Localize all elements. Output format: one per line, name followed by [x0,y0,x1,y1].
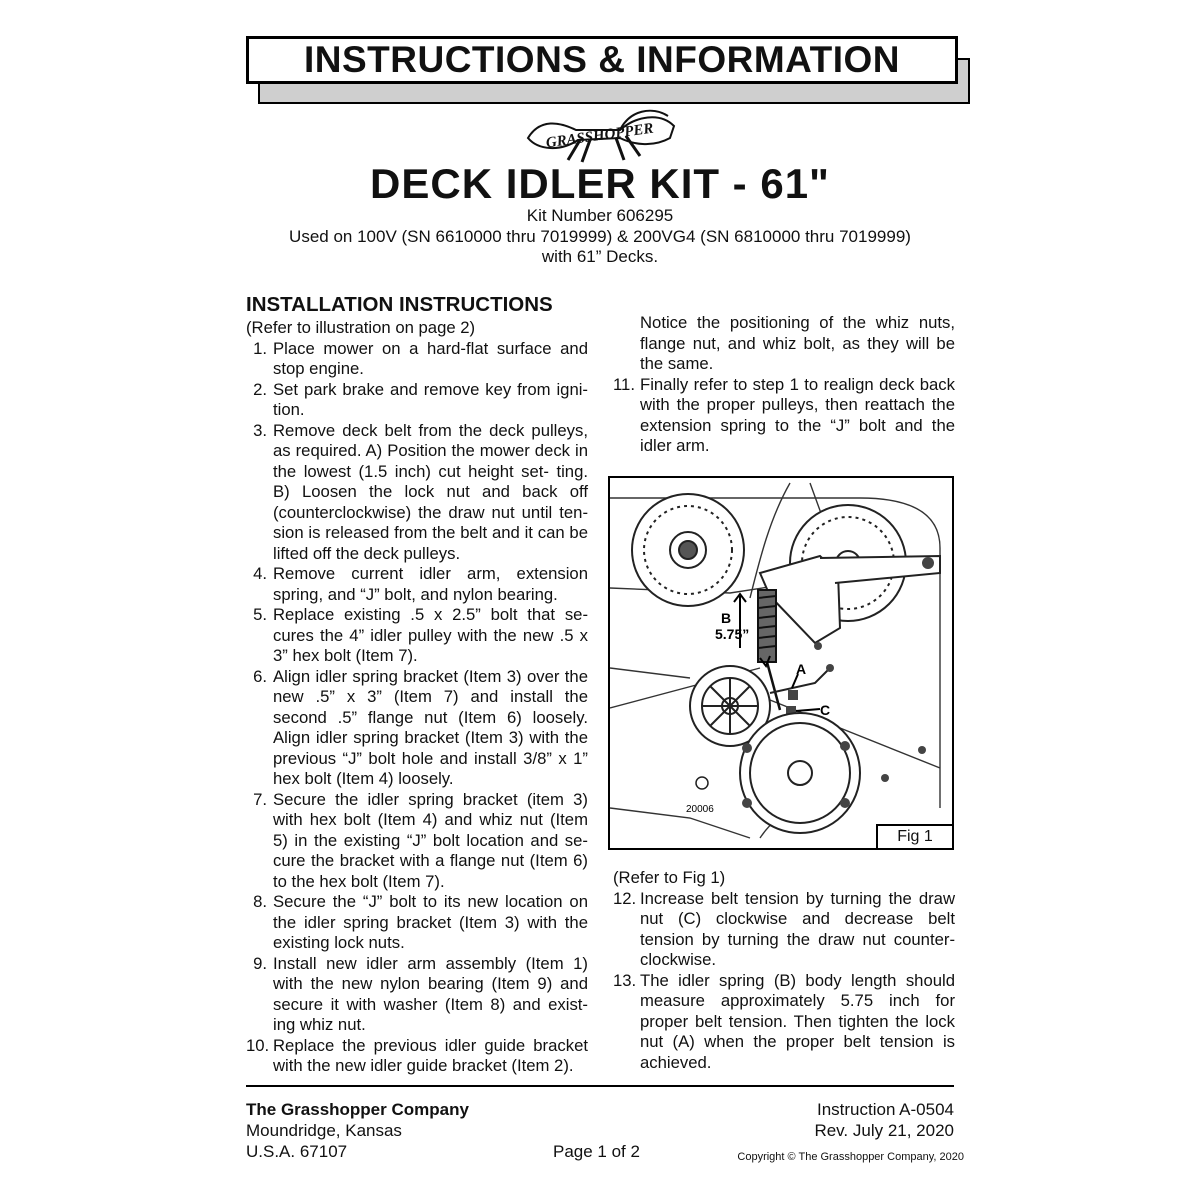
step-item: 3. Remove deck belt from the deck pulleys, as required. A) Position the mower deck in the lowest (1.5 inch) cut height set- ting. B) Loosen the lock nut and back off (counterclockwise) the draw nut until ten- sion is released from the belt and it can be lifted off the deck pulleys. [253,420,588,563]
step-item: 4. Remove current idler arm, extension spring, and “J” bolt, and nylon bearing. [253,564,588,604]
step-item: 12. Increase belt tension by turning the draw nut (C) clockwise and decrease belt tension by turning the draw nut counter- clockwise. [613,888,955,969]
callout-a: A [796,661,807,677]
deck-idler-illustration [610,478,952,848]
used-on: Used on 100V (SN 6610000 thru 7019999) & 200VG4 (SN 6810000 thru 7019999) [289,227,911,246]
header-banner [246,36,958,84]
copyright: Copyright © The Grasshopper Company, 2020 [737,1151,964,1163]
bottom-pulley [740,713,860,833]
kit-number: Kit Number 606295 [526,206,674,225]
left-column [246,318,588,1077]
grasshopper-logo [520,108,680,166]
figure-note: (Refer to Fig 1) [613,868,726,887]
svg-text:GRASSHOPPER: GRASSHOPPER [544,120,655,152]
installation-steps-continued [613,375,955,457]
figure-code: 20006 [686,804,714,815]
revision-date: Rev. July 21, 2020 [814,1121,954,1140]
company-country: U.S.A. 67107 [246,1142,348,1161]
left-pulley [632,494,744,606]
step-item: 7. Secure the idler spring bracket (item 3) with hex bolt (Item 4) and whiz nut (Item 5) in the existing “J” bolt location and se- cure the bracket with a flange nut (Item 6) to the hex bolt (Item 7). [253,789,588,891]
instruction-number: Instruction A-0504 [816,1100,954,1119]
page-number: Page 1 of 2 [553,1142,640,1161]
step-item: 8. Secure the “J” bolt to its new location on the idler spring bracket (Item 3) with the existing lock nuts. [253,892,588,952]
document-title: DECK IDLER KIT - 61" [370,160,830,207]
right-column-top [613,313,955,457]
step-item: 2. Set park brake and remove key from igni- tion. [253,379,588,419]
extension-spring [758,590,776,662]
figure-1 [608,476,954,850]
installation-heading: INSTALLATION INSTRUCTIONS [246,293,553,316]
company-city: Moundridge, Kansas [246,1121,402,1140]
step-item: 10. Replace the previous idler guide bracket with the new idler guide bracket (Item 2). [246,1035,588,1075]
step-item: 1. Place mower on a hard-flat surface and stop engine. [253,338,588,378]
step-item: 5. Replace existing .5 x 2.5” bolt that se- cures the 4” idler pulley with the new .5 x 3” hex bolt (Item 7). [253,605,588,665]
installation-steps [246,339,588,1077]
right-column-bottom [613,868,955,1073]
footer-divider [246,1085,954,1087]
step-item: 9. Install new idler arm assembly (Item 1) with the new nylon bearing (Item 9) and secure it with washer (Item 8) and exist- ing whiz nut. [253,953,588,1034]
company-name: The Grasshopper Company [246,1100,469,1119]
step-item: 11. Finally refer to step 1 to realign deck back with the proper pulleys, then reattach the extension spring to the “J” bolt and the idler arm. [613,374,955,455]
figure-label: Fig 1 [876,824,952,848]
illustration-note: (Refer to illustration on page 2) [246,318,476,337]
banner-title: INSTRUCTIONS & INFORMATION [303,39,901,80]
callout-c: C [820,702,831,718]
step-item: 13. The idler spring (B) body length should measure approximately 5.75 inch for proper belt tension. Then tighten the lock nut (A) when the proper belt tension is achieved. [613,970,955,1072]
adjustment-steps [613,889,955,1074]
used-on-decks: with 61” Decks. [541,247,659,266]
step-10-continuation: Notice the positioning of the whiz nuts, flange nut, and whiz bolt, as they will be the same. [640,313,955,373]
step-item: 6. Align idler spring bracket (Item 3) over the new .5” x 3” (Item 7) and install the second .5” flange nut (Item 6) loosely. Align idler spring bracket (Item 3) with the previous “J” bolt hole and install 3/8” x 1” hex bolt (Item 4) loosely. [253,666,588,788]
spring-measure: 5.75” [715,626,750,642]
callout-b: B [721,610,732,626]
